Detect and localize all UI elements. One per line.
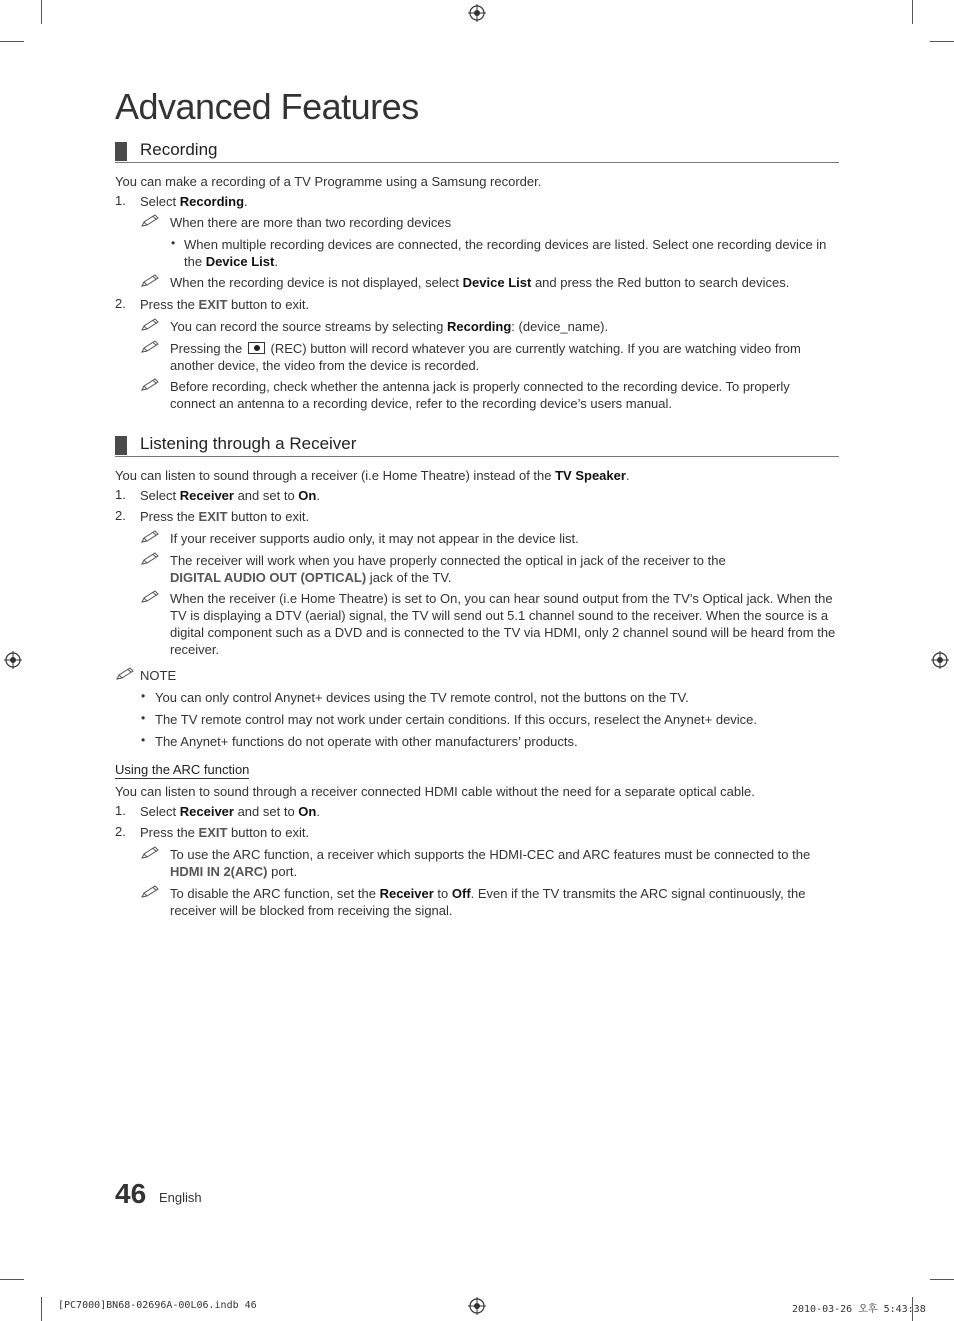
bullet-dot: • xyxy=(141,689,146,703)
note-pencil-icon xyxy=(140,340,160,354)
receiver-note-2-cont: DIGITAL AUDIO OUT (OPTICAL) jack of the TV. xyxy=(170,570,452,585)
arc-note-2: To disable the ARC function, set the Receiver to Off. Even if the TV transmits the ARC signal continuously, the receiver will be blocked from receiving the signal. xyxy=(170,886,806,918)
note-bullet: The TV remote control may not work under certain conditions. If this occurs, reselect the Anynet+ device. xyxy=(155,712,758,727)
note-pencil-icon xyxy=(140,552,160,566)
recording-note-1-bullet: When multiple recording devices are connected, the recording devices are listed. Select one recording device in the Device List. xyxy=(184,237,827,269)
step-number: 1. xyxy=(115,193,126,208)
subsection-heading-arc: Using the ARC function xyxy=(115,762,250,777)
crop-mark xyxy=(41,0,42,24)
recording-step-2: Press the EXIT button to exit. xyxy=(140,297,310,312)
step-number: 2. xyxy=(115,824,126,839)
arc-step-2: Press the EXIT button to exit. xyxy=(140,825,310,840)
receiver-note-3: When the receiver (i.e Home Theatre) is set to On, you can hear sound output from the TV’s Optical jack. When the TV is displaying a DTV (aerial) signal, the TV will send out 5.1 channel sound to the receiver. When the source is a digital component such as a DVD and is connected to the TV via HDMI, only 2 channel sound will be heard from the receiver. xyxy=(170,591,836,657)
note-pencil-icon xyxy=(140,378,160,392)
page-number: 46 xyxy=(115,1178,147,1209)
section-title: Recording xyxy=(140,140,218,159)
bullet-dot: • xyxy=(141,711,146,725)
receiver-note-1: If your receiver supports audio only, it may not appear in the device list. xyxy=(170,531,579,546)
registration-mark-icon xyxy=(4,651,22,669)
rec-button-icon xyxy=(248,342,265,354)
note-pencil-icon xyxy=(140,274,160,288)
registration-mark-icon xyxy=(468,4,486,22)
page-language: English xyxy=(159,1190,202,1205)
crop-mark xyxy=(0,41,24,42)
arc-note-1: To use the ARC function, a receiver which supports the HDMI-CEC and ARC features must be connected to the xyxy=(170,847,811,862)
arc-note-1-cont: HDMI IN 2(ARC) port. xyxy=(170,864,298,879)
receiver-note-2: The receiver will work when you have properly connected the optical in jack of the receiver to the xyxy=(170,553,726,568)
print-file-info: [PC7000]BN68-02696A-00L06.indb 46 xyxy=(58,1300,257,1311)
registration-mark-icon xyxy=(468,1297,486,1315)
registration-mark-icon xyxy=(931,651,949,669)
section-title: Listening through a Receiver xyxy=(140,434,357,453)
recording-intro: You can make a recording of a TV Programme using a Samsung recorder. xyxy=(115,174,542,189)
recording-note-1: When there are more than two recording devices xyxy=(170,215,452,230)
recording-note-3: You can record the source streams by selecting Recording: (device_name). xyxy=(170,319,609,334)
step-number: 2. xyxy=(115,508,126,523)
arc-step-1: Select Receiver and set to On. xyxy=(140,804,320,819)
step-number: 2. xyxy=(115,296,126,311)
note-label: NOTE xyxy=(140,668,177,683)
receiver-step-1: Select Receiver and set to On. xyxy=(140,488,320,503)
crop-mark xyxy=(930,41,954,42)
note-pencil-icon xyxy=(140,885,160,899)
section-bar xyxy=(115,142,127,161)
receiver-step-2: Press the EXIT button to exit. xyxy=(140,509,310,524)
recording-note-5: Before recording, check whether the antenna jack is properly connected to the recording device. To properly connect an antenna to a recording device, refer to the recording device’s users manual. xyxy=(170,379,790,411)
note-pencil-icon xyxy=(140,318,160,332)
arc-intro: You can listen to sound through a receiver connected HDMI cable without the need for a separate optical cable. xyxy=(115,784,755,799)
note-pencil-icon xyxy=(140,846,160,860)
note-pencil-icon xyxy=(140,530,160,544)
crop-mark xyxy=(912,0,913,24)
note-pencil-icon xyxy=(140,590,160,604)
step-number: 1. xyxy=(115,487,126,502)
note-pencil-icon xyxy=(140,214,160,228)
note-pencil-icon xyxy=(115,667,135,681)
crop-mark xyxy=(930,1279,954,1280)
receiver-intro: You can listen to sound through a receiver (i.e Home Theatre) instead of the TV Speaker. xyxy=(115,468,630,483)
bullet-dot: • xyxy=(141,733,146,747)
bullet-dot: • xyxy=(171,236,176,250)
page-title: Advanced Features xyxy=(115,86,419,127)
crop-mark xyxy=(41,1297,42,1321)
recording-step-1: Select Recording. xyxy=(140,194,248,209)
note-bullet: The Anynet+ functions do not operate with other manufacturers’ products. xyxy=(155,734,578,749)
recording-note-4: Pressing the (REC) button will record whatever you are currently watching. If you are watching video from another device, the video from the device is recorded. xyxy=(170,341,801,373)
crop-mark xyxy=(0,1279,24,1280)
section-heading-recording xyxy=(115,140,839,163)
step-number: 1. xyxy=(115,803,126,818)
note-bullet: You can only control Anynet+ devices using the TV remote control, not the buttons on the TV. xyxy=(155,690,689,705)
recording-note-2: When the recording device is not displayed, select Device List and press the Red button to search devices. xyxy=(170,275,790,290)
section-bar xyxy=(115,436,127,455)
section-heading-receiver xyxy=(115,434,839,457)
print-timestamp: 2010-03-26 오후 5:43:38 xyxy=(792,1304,926,1315)
